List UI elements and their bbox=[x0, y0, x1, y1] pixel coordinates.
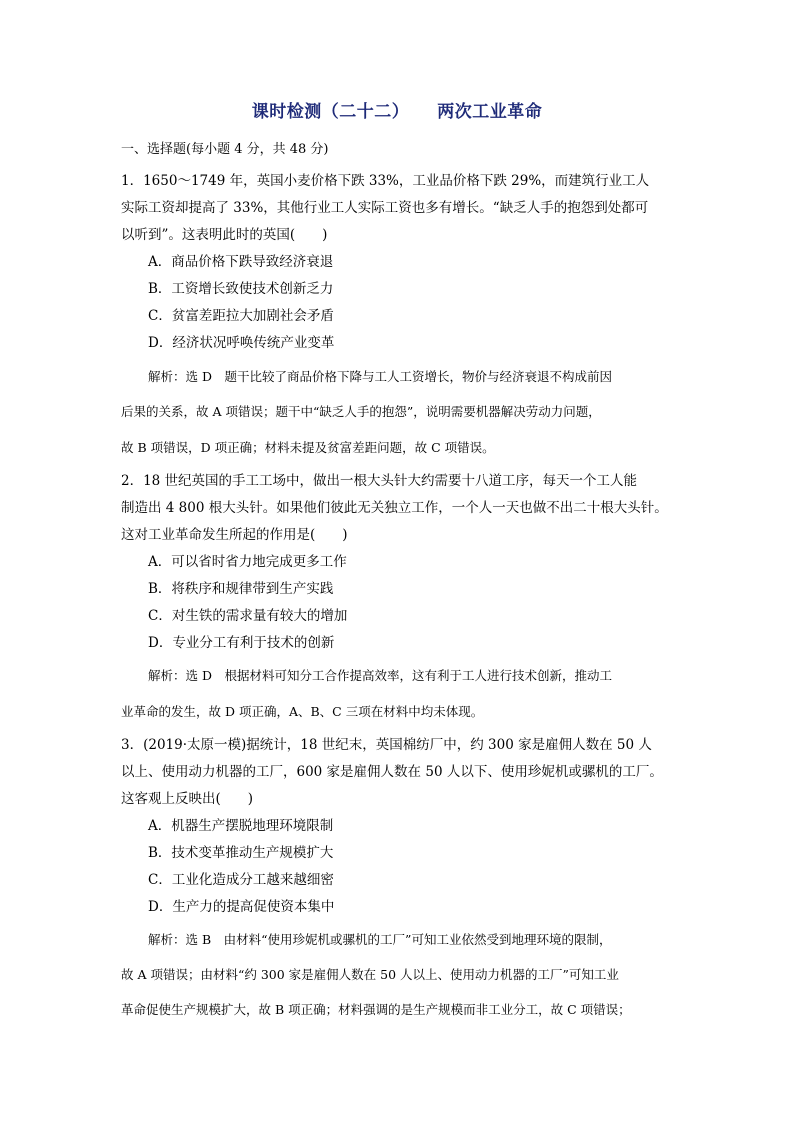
question-3-line-3: 这客观上反映出( ) bbox=[121, 791, 254, 807]
question-1-option-a: A．商品价格下跌导致经济衰退 bbox=[148, 254, 334, 270]
question-1-line-3: 以听到”。这表明此时的英国( ) bbox=[121, 227, 328, 243]
question-1-analysis-2: 后果的关系，故 A 项错误；题干中“缺乏人手的抱怨”，说明需要机器解决劳动力问题， bbox=[121, 404, 601, 419]
question-1-line-1: 1．1650～1749 年，英国小麦价格下跌 33%，工业品价格下跌 29%，而建筑行业工人 bbox=[121, 173, 650, 189]
question-2-line-2: 制造出 4 800 根大头针。如果他们彼此无关独立工作，一个人一天也做不出二十根大头针。 bbox=[121, 500, 668, 516]
question-1-option-b: B．工资增长致使技术创新乏力 bbox=[148, 281, 334, 297]
question-3-option-d: D．生产力的提高促使资本集中 bbox=[148, 899, 335, 915]
question-2-analysis-1: 解析：选 D 根据材料可知分工合作提高效率，这有利于工人进行技术创新，推动工 bbox=[148, 668, 612, 683]
title-lesson: 课时检测（二十二） bbox=[251, 102, 410, 122]
question-2-option-a: A．可以省时省力地完成更多工作 bbox=[148, 554, 347, 570]
question-1-option-d: D．经济状况呼唤传统产业变革 bbox=[148, 335, 335, 351]
question-1-analysis-1: 解析：选 D 题干比较了商品价格下降与工人工资增长，物价与经济衰退不构成前因 bbox=[148, 369, 612, 384]
question-1-option-c: C．贫富差距拉大加剧社会矛盾 bbox=[148, 308, 334, 324]
question-2-option-c: C．对生铁的需求量有较大的增加 bbox=[148, 608, 348, 624]
section-heading: 一、选择题(每小题 4 分，共 48 分) bbox=[121, 142, 329, 157]
question-1-analysis-3: 故 B 项错误，D 项正确；材料未提及贫富差距问题，故 C 项错误。 bbox=[121, 440, 495, 455]
question-3-option-a: A．机器生产摆脱地理环境限制 bbox=[148, 818, 334, 834]
question-3-line-2: 以上、使用动力机器的工厂，600 家是雇佣人数在 50 人以下、使用珍妮机或骡机的工厂。 bbox=[121, 764, 663, 780]
question-2-line-3: 这对工业革命发生所起的作用是( ) bbox=[121, 527, 348, 543]
question-2-analysis-2: 业革命的发生，故 D 项正确，A、B、C 三项在材料中均未体现。 bbox=[121, 704, 484, 719]
question-2-option-b: B．将秩序和规律带到生产实践 bbox=[148, 581, 334, 597]
question-3-option-b: B．技术变革推动生产规模扩大 bbox=[148, 845, 334, 861]
page-title bbox=[0, 97, 794, 122]
question-2-line-1: 2．18 世纪英国的手工工场中，做出一根大头针大约需要十八道工序，每天一个工人能 bbox=[121, 473, 638, 489]
question-3-analysis-3: 革命促使生产规模扩大，故 B 项正确；材料强调的是生产规模而非工业分工，故 C 项错误； bbox=[121, 1002, 631, 1017]
question-3-analysis-1: 解析：选 B 由材料“使用珍妮机或骡机的工厂”可知工业依然受到地理环境的限制， bbox=[148, 932, 612, 947]
question-3-option-c: C．工业化造成分工越来越细密 bbox=[148, 872, 334, 888]
question-1-line-2: 实际工资却提高了 33%，其他行业工人实际工资也多有增长。“缺乏人手的抱怨到处都可 bbox=[121, 200, 649, 216]
title-topic: 两次工业革命 bbox=[437, 102, 543, 122]
question-3-analysis-2: 故 A 项错误；由材料“约 300 家是雇佣人数在 50 人以上、使用动力机器的工厂”可知工业 bbox=[121, 967, 619, 982]
question-3-line-1: 3．(2019·太原一模)据统计，18 世纪末，英国棉纺厂中，约 300 家是雇佣人数在 50 人 bbox=[121, 737, 652, 753]
question-2-option-d: D．专业分工有利于技术的创新 bbox=[148, 635, 335, 651]
